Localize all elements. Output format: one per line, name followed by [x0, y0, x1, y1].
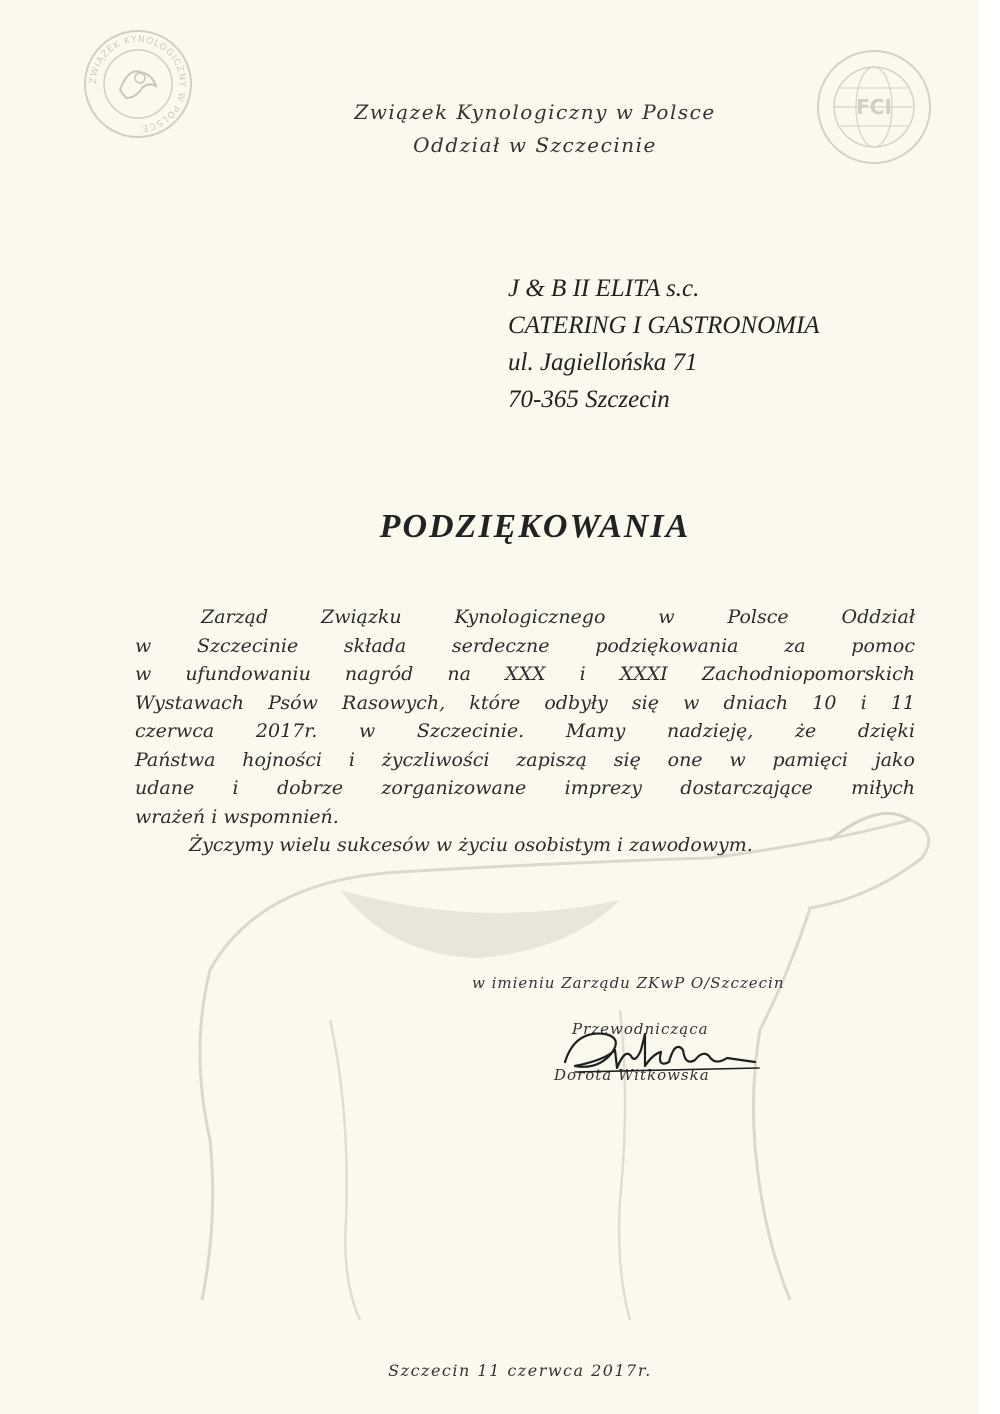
- fci-seal-icon: [815, 48, 933, 166]
- seal-right-text: FCI: [856, 95, 892, 119]
- signatory-name: Dorota Witkowska: [554, 1066, 710, 1084]
- body-line: w ufundowaniu nagród na XXX i XXXI Zachodniopomorskich: [135, 663, 915, 685]
- issuer-branch: Oddział w Szczecinie: [413, 133, 657, 157]
- recipient-address: [508, 270, 948, 418]
- recipient-company: J & B II ELITA s.c.: [508, 275, 700, 302]
- organization-seal-icon: [82, 28, 194, 140]
- recipient-street: ul. Jagiellońska 71: [508, 349, 698, 376]
- issuer-header: [300, 96, 770, 162]
- seal-left-text: ZWIĄZEK KYNOLOGICZNY W POLSCE: [88, 34, 188, 133]
- handwritten-signature-icon: [545, 1010, 765, 1085]
- body-line: w Szczecinie składa serdeczne podziękowania za pomoc: [135, 634, 915, 657]
- recipient-city: 70-365 Szczecin: [508, 386, 670, 413]
- body-line: Zarząd Związku Kynologicznego w Polsce Oddział: [201, 606, 915, 628]
- body-line: udane i dobrze zorganizowane imprezy dostarczające miłych: [135, 777, 915, 799]
- letter-body: [135, 603, 915, 860]
- place-and-date: Szczecin 11 czerwca 2017r.: [388, 1361, 652, 1380]
- signatory-role: Przewodnicząca: [572, 1020, 709, 1038]
- signature-block: [472, 974, 832, 1084]
- body-line: Wystawach Psów Rasowych, które odbyły się w dniach 10 i 11: [135, 691, 915, 714]
- recipient-business: CATERING I GASTRONOMIA: [508, 312, 820, 339]
- on-behalf-text: w imieniu Zarządu ZKwP O/Szczecin: [472, 974, 785, 992]
- document-title: PODZIĘKOWANIA: [379, 508, 691, 545]
- closing-wishes: Życzymy wielu sukcesów w życiu osobistym i zawodowym.: [189, 834, 753, 856]
- issuer-name: Związek Kynologiczny w Polsce: [354, 100, 716, 124]
- body-line: Państwa hojności i życzliwości zapiszą się one w pamięci jako: [135, 748, 915, 771]
- scan-edge: [978, 0, 1000, 1414]
- body-line: czerwca 2017r. w Szczecinie. Mamy nadzieję, że dzięki: [135, 720, 915, 742]
- body-line: wrażeń i wspomnień.: [135, 805, 339, 828]
